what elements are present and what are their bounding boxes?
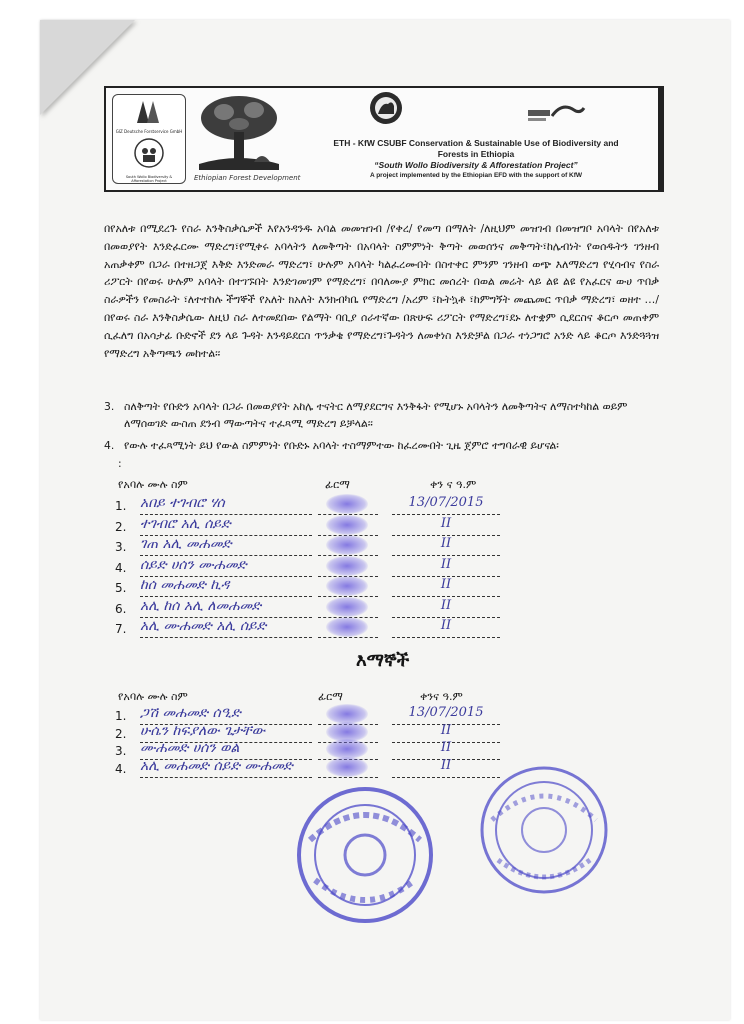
witnesses-handwritten-name: ሙሐመድ ሀሰን ወል (140, 740, 312, 760)
fingerprint-mark (326, 757, 368, 777)
members-date: II (392, 577, 500, 597)
clause-4-number: 4. (104, 439, 115, 452)
members-date: II (392, 598, 500, 618)
members-handwritten-name: አሊ ከሰ አሊ ለመሐመድ (140, 598, 312, 618)
members-signature (318, 578, 378, 597)
clause-3-number: 3. (104, 400, 115, 413)
fingerprint-mark (326, 576, 368, 596)
clause-4 (104, 437, 664, 454)
official-stamp-right (474, 760, 614, 900)
official-stamp-left (290, 780, 440, 930)
witnesses-name-header: የአባሉ ሙሉ ስም (118, 690, 188, 703)
clause-4-text: የውሉ ተፈጻሚነት ይህ የውል ስምምነት የቡድኑ አባላት ተስማምተው ከፈረሙበት ጊዜ ጀምሮ ተግባራዊ ይሆናል፡ (124, 439, 559, 452)
members-handwritten-name: አሊ ሙሐመድ አሊ ሰይድ (140, 618, 312, 638)
giz-logo-caption: GIZ Deutsche Forstservice GmbH (115, 129, 183, 134)
kfw-logo-icon (526, 102, 586, 128)
fingerprint-mark (326, 494, 368, 514)
witnesses-date: 13/07/2015 (392, 705, 500, 725)
project-header (104, 86, 664, 192)
members-name-header: የአባሉ ሙሉ ስም (118, 478, 188, 491)
members-handwritten-name: ከሰ መሐመድ ኪዳ (140, 577, 312, 597)
giz-logo-subcaption: South Wollo Biodiversity & Afforestation Project (125, 175, 173, 183)
witnesses-signature-header: ፊርማ (318, 690, 343, 703)
witnesses-handwritten-name: ጋሽ መሐመድ ሰዒድ (140, 705, 312, 725)
fingerprint-mark (326, 617, 368, 637)
witnesses-date-header: ቀንና ዓ.ም (420, 690, 463, 703)
members-date: II (392, 516, 500, 536)
members-date: 13/07/2015 (392, 495, 500, 515)
members-row-number: 5. (115, 581, 127, 595)
fingerprint-mark (326, 597, 368, 617)
project-title-line2: Forests in Ethiopia (437, 149, 515, 159)
witnesses-signature (318, 759, 378, 778)
witnesses-row-number: 3. (115, 744, 127, 758)
members-row-number: 6. (115, 601, 127, 616)
witnesses-title: እማኞች (356, 650, 410, 671)
members-signature (318, 537, 378, 556)
members-row-number: 4. (115, 560, 127, 575)
efd-logo-caption: Ethiopian Forest Development (194, 174, 301, 182)
members-row-number: 1. (115, 499, 127, 513)
members-signature (318, 619, 378, 638)
tree-logo-icon (194, 92, 284, 172)
fingerprint-mark (326, 515, 368, 535)
members-signature (318, 599, 378, 618)
colon-mark: : (118, 457, 122, 470)
members-signature (318, 517, 378, 536)
members-row-number: 7. (115, 622, 127, 636)
members-handwritten-name: ገጠ አሊ መሐመድ (140, 536, 312, 556)
ethiopian-emblem-icon (368, 90, 404, 126)
members-row-number: 2. (115, 519, 127, 534)
members-handwritten-name: ተገብሮ አሊ ሰይድ (140, 516, 312, 536)
fingerprint-mark (326, 556, 368, 576)
members-date: II (392, 618, 500, 638)
members-date: II (392, 536, 500, 556)
fingerprint-mark (326, 535, 368, 555)
witnesses-row-number: 1. (115, 709, 127, 723)
project-implementer: A project implemented by the Ethiopian EFD with the support of KfW (369, 172, 583, 179)
agreement-paragraph: በየአለቱ በሚደረጉ የስራ እንቅስቃሴዎች እየአንዳንዱ አባል መመዝገብ /የቀረ/ የመጣ በማለት /ለዚህም መዝገብ በመዝግቦ አባላት በየአለቱ በመወያየት እንድፈርሙ ማድረግ፣የሚቀሩ አባላትን ለመቅጣት በአባላት ስምምነት ቅጣት መወሰንና መቅጣት፣ከሌብነት የወሰዱትን ገንዘብ አጠቃቀም በጋራ በተዘጋጀ እቅድ እንድመራ ማድረግ፣ ሁሉም አባላት ካልፈረሙበት በስተቀር ምንም ገንዘብ ወጭ እለማድረግ የሂሳብና የስራ ሪፖርት በየወሩ ሁሉም አባላት በተገኙበት እንድገመገም የማድረግ፣ በባለሙያ ምክር መሰረት በወል መሬት ላይ ልዩ ልዩ የአፈርና ውሀ ጥበቃ ስራዎችን የመስራት ፣ለተተከሉ ችግኞች የአለት ክአለት እንክብካቤ የማድረግ /አረም ፣ኩትኳቶ ፣ከምግኝት መጨመር ጥበቃ ማድረግ፣ ወዘተ …/በየወሩ ስራ እንቅስቃሴው ለዚህ ስራ ለተመደበው የልማት ባቢያ ሰራተኛው በጽሁፍ ሪፖርት የማድረግ፣ደኑ ለተቋም ሲደርስና ቆርጦ መጠቀም ሲፈለግ በአሳታፊ ቡድኖች ደን ላይ ጉዳት እንዳይደርስ ጥንቃቄ የማድረግ፣ጉዳትን ለመቀነስ እንድቻል በጋራ ተነጋግሮ አንድ ላይ ቆርጦ እንድጓጓዝ የማድረግ አቅጣጫን መከተል፡፡ (104, 222, 659, 360)
witnesses-date: II (392, 758, 500, 778)
clause-3-text: ስለቅጣት የቡድን አባላት በጋራ በመወያየት አከሌ ተናትር ለማያደርግና እንቅፋት የሚሆኑ አባላትን ለመቅጣትና ለማስተካከል ወይም ለማሰወገድ ውስጠ ደንብ ማውጣትና ተፈጻሚ ማድረግ ይቻላል፡፡ (124, 400, 628, 430)
project-title-block (316, 138, 636, 181)
members-date: II (392, 557, 500, 577)
witnesses-handwritten-name: ሁሴን ከፍያለው ጌታቸው (140, 723, 312, 743)
witnesses-handwritten-name: አሊ መሐመድ ሰይድ ሙሐመድ (140, 758, 312, 778)
members-signature (318, 496, 378, 515)
members-handwritten-name: አበይ ተገብሮ ሃሰ (140, 495, 312, 515)
clause-3 (104, 398, 664, 432)
members-signature-header: ፊርማ (325, 478, 350, 491)
witnesses-row-number: 4. (115, 761, 127, 776)
project-title-line1: ETH - KfW CSUBF Conservation & Sustainable Use of Biodiversity and (333, 138, 619, 148)
members-handwritten-name: ሰይድ ሀሰን ሙሐመድ (140, 557, 312, 577)
members-date-header: ቀን ና ዓ.ም (430, 478, 477, 491)
witnesses-date: II (392, 723, 500, 743)
witnesses-row-number: 2. (115, 726, 127, 741)
project-name: “South Wollo Biodiversity & Afforestation Project” (374, 160, 578, 170)
members-row-number: 3. (115, 540, 127, 554)
members-signature (318, 558, 378, 577)
giz-logo (112, 94, 186, 184)
witnesses-date: II (392, 740, 500, 760)
